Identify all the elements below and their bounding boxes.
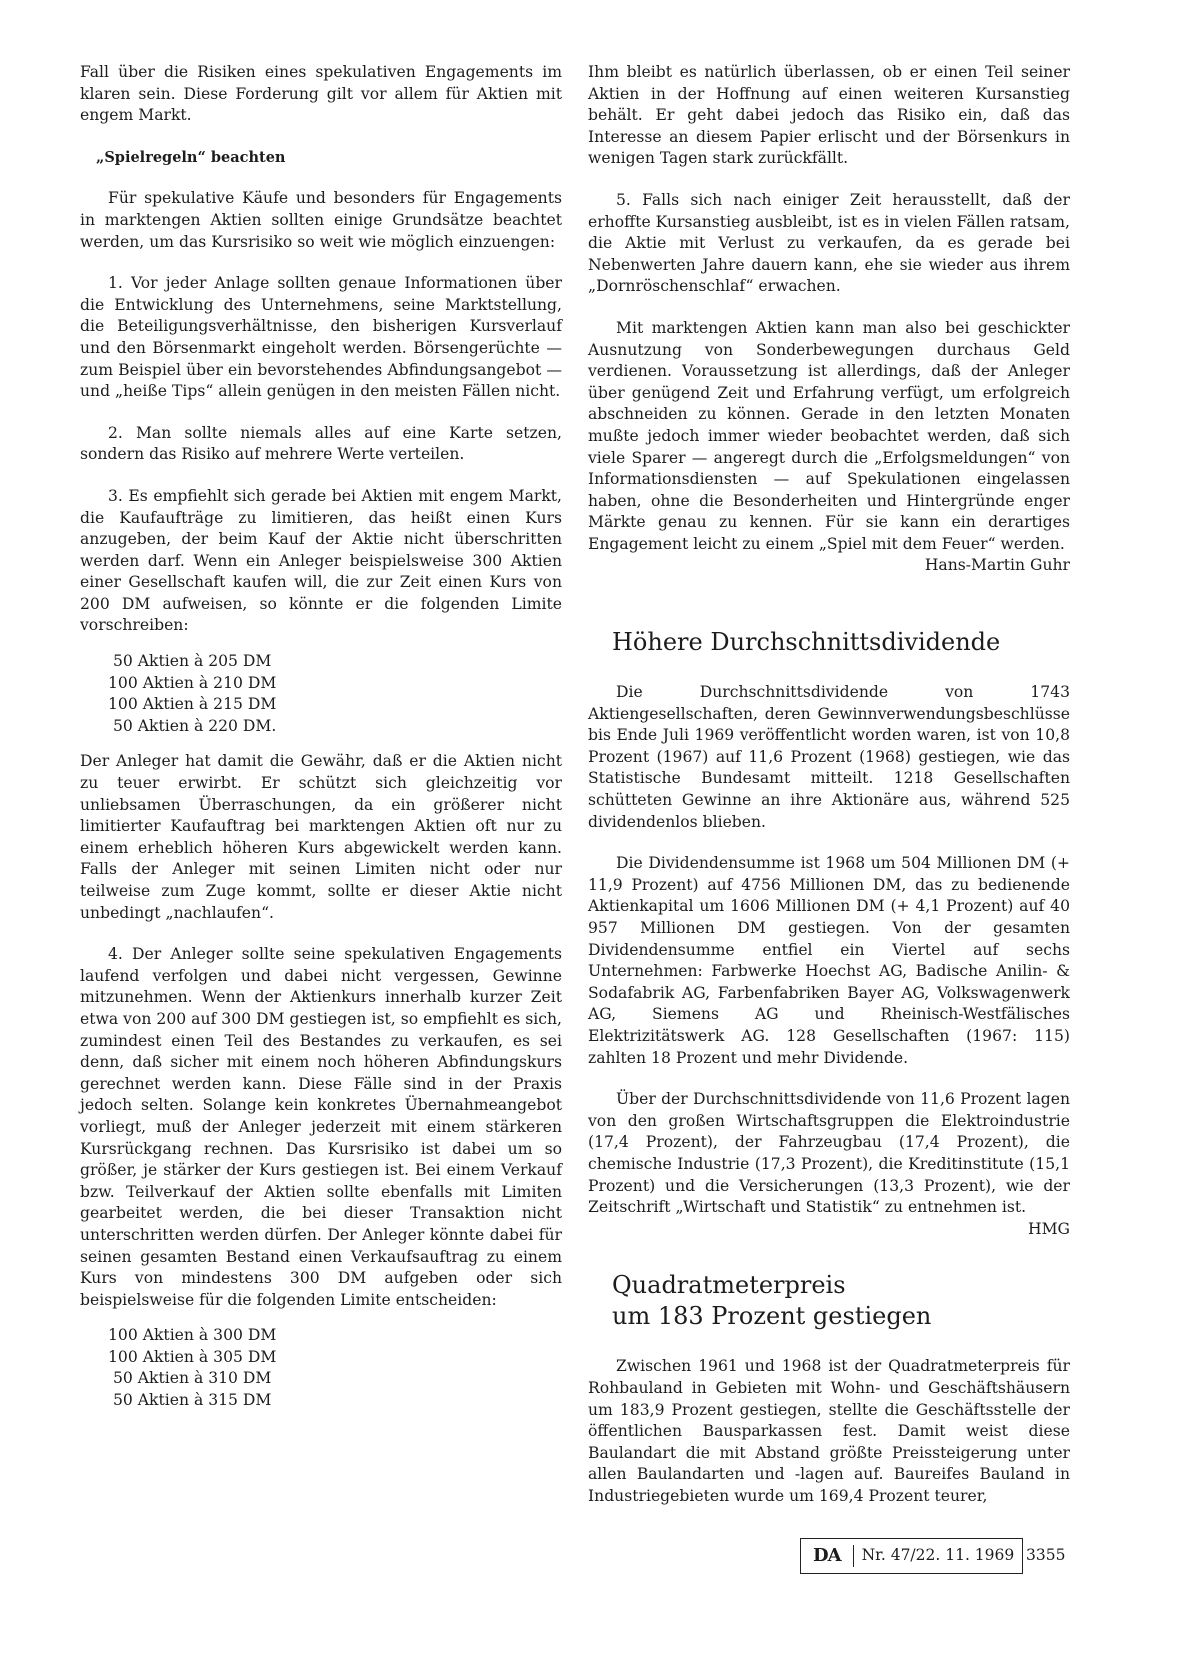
paragraph-quadratmeterpreis-1: Zwischen 1961 und 1968 ist der Quadratmeterpreis für Rohbauland in Gebieten mit Wohn- und Geschäftshäusern um 183,9 Prozent gestiegen, stellte die Geschäftsstelle der öffentlichen Bausparkassen fest. Damit weist diese Baulandart die mit Abstand größte Preissteigerung unter allen Baulandarten und -lagen auf. Baureifes Bauland in Industriegebieten wurde um 169,4 Prozent teurer, [588, 1357, 1070, 1505]
list-item: 100 Aktien à 305 DM [108, 1347, 277, 1366]
paragraph-rule-3: 3. Es empfiehlt sich gerade bei Aktien mit engem Markt, die Kaufaufträge zu limitieren, das heißt einen Kurs anzugeben, der beim Kauf der Aktie nicht überschritten werden darf. Wenn ein Anleger beispielsweise 300 Aktien einer Gesellschaft kaufen will, die zur Zeit einen Kurs von 200 DM aufweisen, so könnte er die folgenden Limite vorschreiben: [80, 486, 562, 635]
paragraph-rule-4-continued: Ihm bleibt es natürlich überlassen, ob er einen Teil seiner Aktien in der Hoffnung auf einen weiteren Kursanstieg behält. Er geht dabei jedoch das Risiko ein, daß das Interesse an diesem Papier erlischt und der Börsenkurs in wenigen Tagen stark zurückfällt. [588, 63, 1070, 168]
article-title-dividende: Höhere Durchschnittsdividende [612, 628, 1001, 657]
author-line-1 [588, 555, 1070, 577]
paragraph-rule-4: 4. Der Anleger sollte seine spekulativen Engagements laufend verfolgen und dabei nicht vergessen, Gewinne mitzunehmen. Wenn der Aktienkurs innerhalb kurzer Zeit etwa von 200 auf 300 DM gestiegen ist, so empfiehlt es sich, zumindest einen Teil des Bestandes zu verkaufen, es sei denn, daß sicher mit einem noch höheren Abfindungskurs gerechnet werden kann. Diese Fälle sind in der Praxis jedoch selten. Solange kein konkretes Übernahmeangebot vorliegt, muß der Anleger jederzeit mit einem stärkeren Kursrückgang rechnen. Das Kursrisiko ist dabei um so größer, je stärker der Kurs gestiegen ist. Bei einem Verkauf bzw. Teilverkauf der Aktien sollte ebenfalls mit Limiten gearbeitet werden, die bei dieser Transaktion nicht unterschritten werden dürfen. Der Anleger könnte dabei für seinen gesamten Bestand einen Verkaufsauftrag zu einem Kurs von mindestens 300 DM aufgeben oder sich beispielsweise für die folgenden Limite entscheiden: [80, 945, 562, 1309]
list-item: 50 Aktien à 220 DM. [108, 716, 277, 735]
paragraph-rule-2: 2. Man sollte niemals alles auf eine Karte setzen, sondern das Risiko auf mehrere Werte verteilen. [80, 423, 562, 464]
list-item: 50 Aktien à 310 DM [108, 1369, 272, 1388]
title-line-2: um 183 Prozent gestiegen [612, 1302, 932, 1331]
right-column [588, 62, 1070, 1507]
paragraph-rule-1: 1. Vor jeder Anlage sollten genaue Informationen über die Entwicklung des Unternehmens, seine Marktstellung, die Beteiligungsverhältnisse, den bisherigen Kursverlauf und den Börsenmarkt eingeholt werden. Börsengerüchte — zum Beispiel über ein bevorstehendes Abfindungsangebot — und „heiße Tips“ allein genügen in den meisten Fällen nicht. [80, 274, 562, 401]
author-name: Hans-Martin Guhr [924, 556, 1070, 575]
issue-date: Nr. 47/22. 11. 1969 [861, 1546, 1015, 1565]
paragraph-rules: Für spekulative Käufe und besonders für Engagements in marktengen Aktien sollten einige Grundsätze beachtet werden, um das Kursrisiko so weit wie möglich einzuengen: [80, 189, 562, 251]
issue-box [800, 1538, 1023, 1574]
paragraph-dividende-3: Über der Durchschnittsdividende von 11,6 Prozent lagen von den großen Wirtschaftsgruppen die Elektroindustrie (17,4 Prozent), der Fahrzeugbau (17,4 Prozent), die chemische Industrie (17,3 Prozent), die Kreditinstitute (15,1 Prozent) und die Versicherungen (13,3 Prozent), wie der Zeitschrift „Wirtschaft und Statistik“ zu entnehmen ist. [588, 1090, 1070, 1217]
list-item: 50 Aktien à 315 DM [108, 1391, 272, 1410]
paragraph-rule-3-continued: Der Anleger hat damit die Gewähr, daß er die Aktien nicht zu teuer erwirbt. Er schützt sich gleichzeitig vor unliebsamen Überraschungen, da ein größerer nicht limitierter Kaufauftrag bei marktengen Aktien oft nur zu einem erheblich höheren Kurs abgewickelt werden kann. Falls der Anleger mit seinen Limiten nicht oder nur teilweise zum Zuge kommt, sollte er dieser Aktie nicht unbedingt „nachlaufen“. [80, 752, 562, 922]
paragraph-dividende-2: Die Dividendensumme ist 1968 um 504 Millionen DM (+ 11,9 Prozent) auf 4756 Millionen DM, das zu bedienende Aktienkapital um 1606 Millionen DM (+ 4,1 Prozent) auf 40 957 Millionen DM gestiegen. Von der gesamten Dividendensumme entfiel ein Viertel auf sechs Unternehmen: Farbwerke Hoechst AG, Badische Anilin- & Sodafabrik AG, Farbenfabriken Bayer AG, Volkswagenwerk AG, Siemens AG und Rheinisch-Westfälisches Elektrizitätswerk AG. 128 Gesellschaften (1967: 115) zahlten 18 Prozent und mehr Dividende. [588, 854, 1070, 1067]
title-line-1: Quadratmeterpreis [612, 1271, 846, 1300]
list-item: 100 Aktien à 215 DM [108, 695, 277, 714]
list-item: 100 Aktien à 210 DM [108, 673, 277, 692]
subheading-spielregeln: „Spielregeln“ beachten [96, 148, 286, 166]
publication-logo: DA [801, 1545, 854, 1567]
paragraph-dividende-1: Die Durchschnittsdividende von 1743 Aktiengesellschaften, deren Gewinnverwendungsbeschlüsse bis Ende Juli 1969 veröffentlicht worden waren, ist von 10,8 Prozent (1967) auf 11,6 Prozent (1968) gestiegen, wie das Statistische Bundesamt mitteilt. 1218 Gesellschaften schütteten Gewinne an ihre Aktionäre aus, während 525 dividendenlos blieben. [588, 683, 1070, 831]
article-title-quadratmeterpreis [612, 1270, 1070, 1332]
sell-limit-list [108, 1325, 562, 1411]
paragraph-intro: Fall über die Risiken eines spekulativen Engagements im klaren sein. Diese Forderung gilt vor allem für Aktien mit engem Markt. [80, 63, 562, 125]
page-number: 3355 [1026, 1546, 1066, 1564]
buy-limit-list [108, 651, 562, 737]
author-initials: HMG [1027, 1219, 1070, 1238]
author-line-2 [588, 1219, 1070, 1241]
paragraph-rule-5: 5. Falls sich nach einiger Zeit herausstellt, daß der erhoffte Kursanstieg ausbleibt, ist es in vielen Fällen ratsam, die Aktie mit Verlust zu verkaufen, da es gerade bei Nebenwerten Jahre dauern kann, ehe sie wieder aus ihrem „Dornröschenschlaf“ erwachen. [588, 190, 1070, 296]
left-column [80, 62, 562, 1426]
issue-footer [800, 1538, 1023, 1574]
list-item: 100 Aktien à 300 DM [108, 1326, 277, 1345]
paragraph-conclusion: Mit marktengen Aktien kann man also bei geschickter Ausnutzung von Sonderbewegungen durchaus Geld verdienen. Voraussetzung ist allerdings, daß der Anleger über genügend Zeit und Erfahrung verfügt, um erfolgreich abschneiden zu können. Gerade in den letzten Monaten mußte jedoch immer wieder beobachtet werden, daß sich viele Sparer — angeregt durch die „Erfolgsmeldungen“ von Informationsdiensten — auf Spekulationen eingelassen haben, ohne die Besonderheiten und Hintergründe enger Märkte genau zu kennen. Für sie kann ein derartiges Engagement leicht zu einem „Spiel mit dem Feuer“ werden. [588, 318, 1070, 553]
list-item: 50 Aktien à 205 DM [108, 652, 272, 671]
